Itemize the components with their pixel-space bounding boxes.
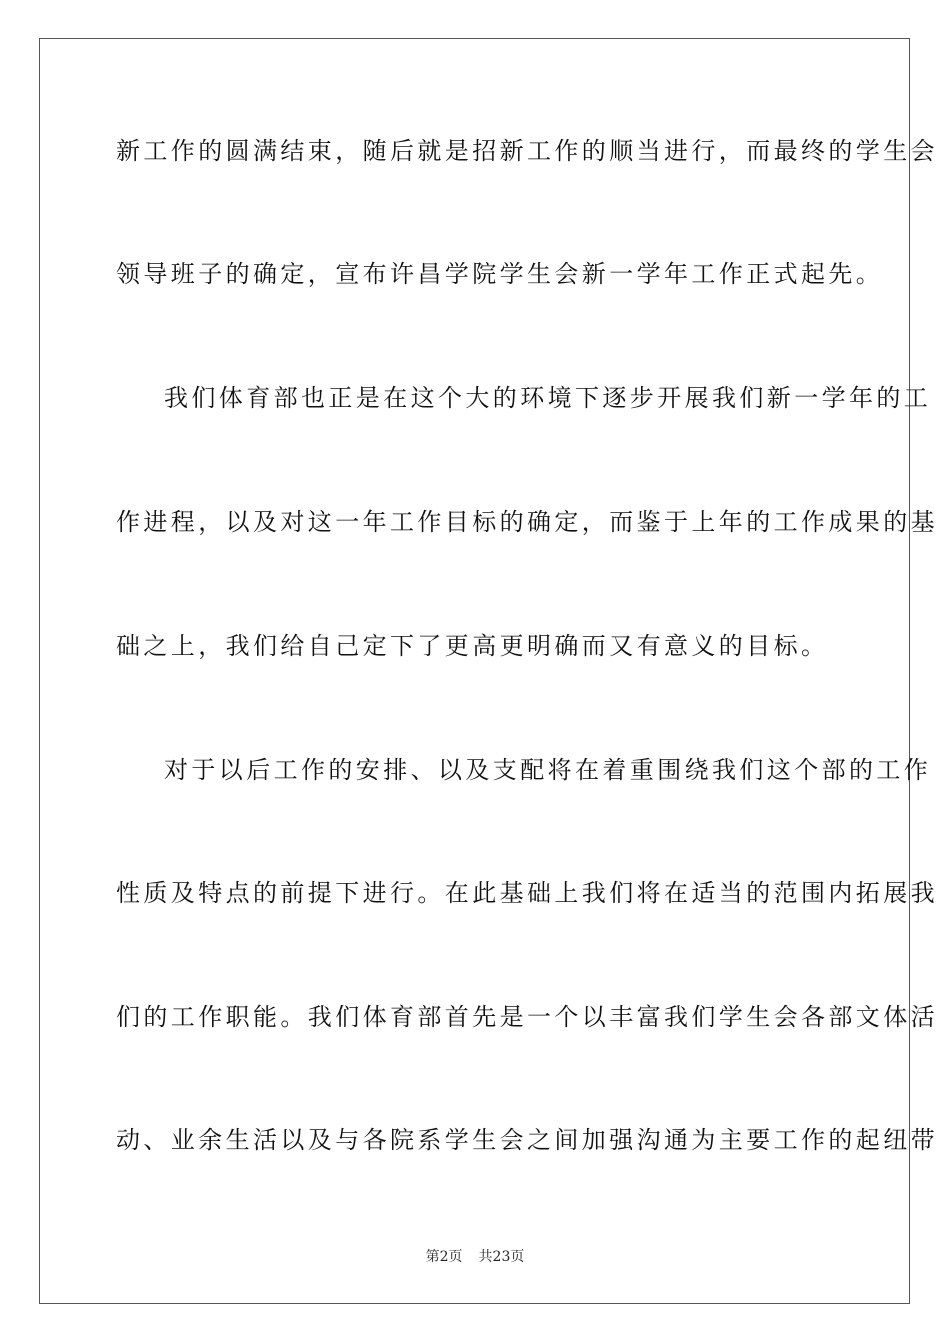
page-footer bbox=[0, 1246, 950, 1266]
text-line: 们的工作职能。我们体育部首先是一个以丰富我们学生会各部文体活 bbox=[116, 1003, 938, 1031]
text-line-paragraph-start: 我们体育部也正是在这个大的环境下逐步开展我们新一学年的工 bbox=[164, 384, 932, 412]
text-line-paragraph-start: 对于以后工作的安排、以及支配将在着重围绕我们这个部的工作 bbox=[164, 756, 932, 784]
text-line: 领导班子的确定，宣布许昌学院学生会新一学年工作正式起先。 bbox=[116, 260, 884, 288]
text-line: 作进程，以及对这一年工作目标的确定，而鉴于上年的工作成果的基 bbox=[116, 508, 938, 536]
text-line: 新工作的圆满结束，随后就是招新工作的顺当进行，而最终的学生会 bbox=[116, 137, 938, 165]
page-border bbox=[39, 38, 938, 1304]
current-page-label: 第2页 bbox=[425, 1249, 463, 1265]
text-line: 动、业余生活以及与各院系学生会之间加强沟通为主要工作的起纽带 bbox=[116, 1126, 938, 1154]
text-line: 础之上，我们给自己定下了更高更明确而又有意义的目标。 bbox=[116, 632, 829, 660]
total-pages-label: 共23页 bbox=[478, 1249, 525, 1265]
text-line: 性质及特点的前提下进行。在此基础上我们将在适当的范围内拓展我 bbox=[116, 879, 938, 907]
